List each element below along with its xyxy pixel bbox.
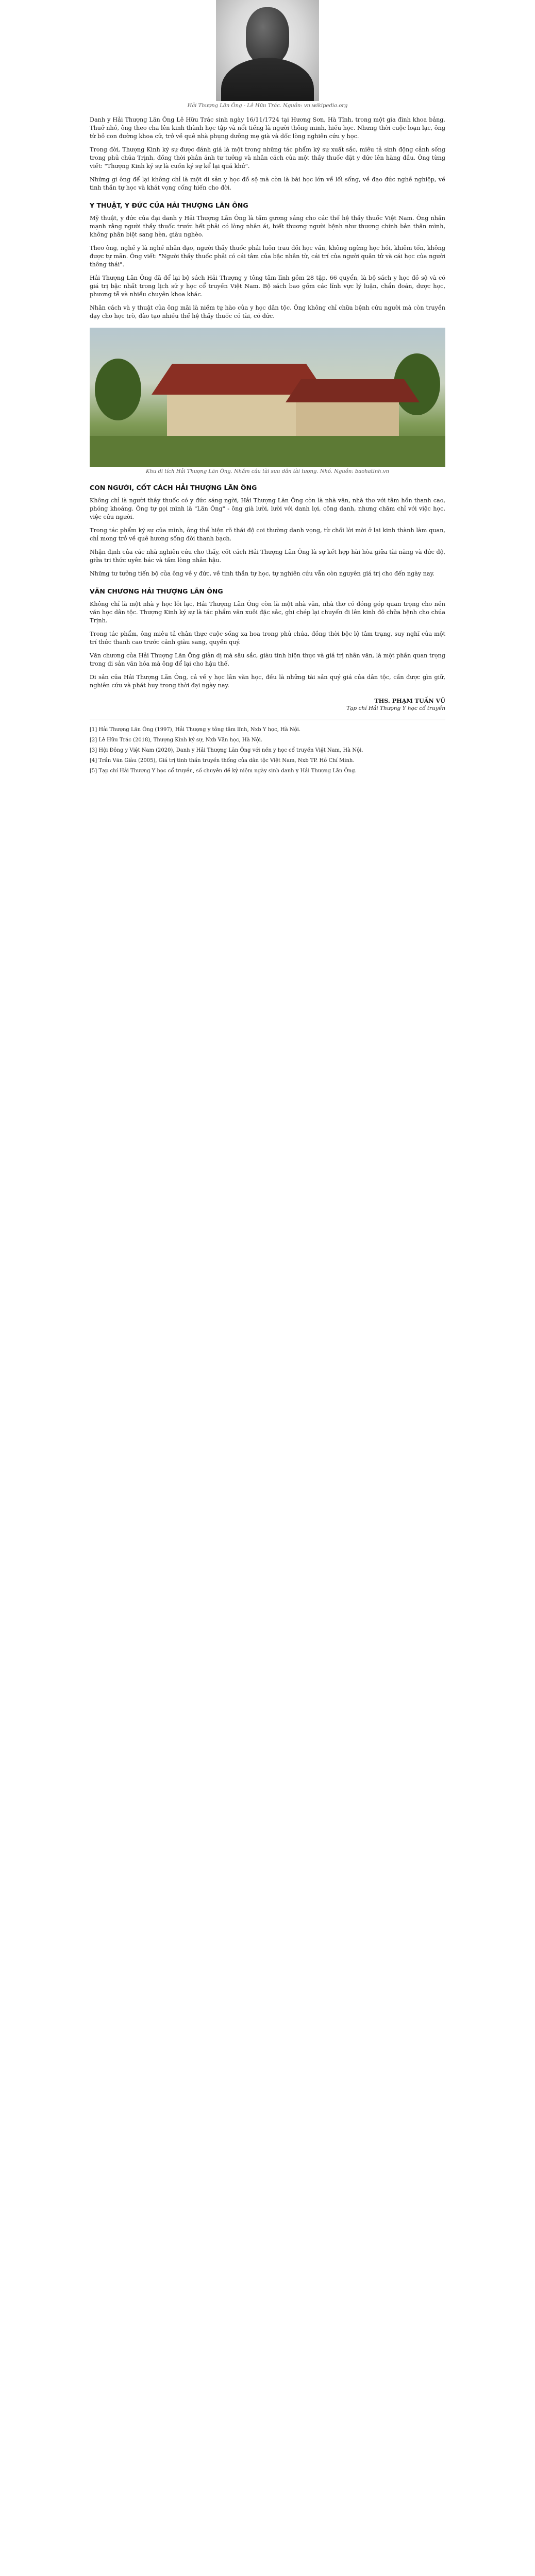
portrait-caption: Hải Thượng Lãn Ông - Lê Hữu Trác. Nguồn: vn.wikipedia.org — [187, 103, 348, 109]
ground — [90, 436, 445, 467]
section-con-nguoi — [90, 484, 445, 578]
reference-item: [3] Hội Đông y Việt Nam (2020), Danh y Hải Thượng Lãn Ông với nền y học cổ truyền Việt Nam, Hà Nội. — [90, 748, 363, 753]
intro — [90, 116, 445, 192]
portrait-head — [246, 7, 289, 64]
section-y-thuat — [90, 201, 445, 320]
section-paragraph: Nhận định của các nhà nghiên cứu cho thấy, cốt cách Hải Thượng Lãn Ông là sự kết hợp hài hòa giữa tài năng và đức độ, giữa tri thức uyên bác và tấm lòng nhân hậu. — [90, 549, 445, 564]
section-van-chuong — [90, 587, 445, 690]
portrait-image — [216, 0, 319, 101]
section-paragraph: Trong tác phẩm, ông miêu tả chân thực cuộc sống xa hoa trong phủ chúa, đồng thời bộc lộ tâm trạng, suy nghĩ của một trí thức thanh cao trước cảnh giàu sang, quyền quý. — [90, 631, 445, 646]
intro-paragraph: Những gì ông để lại không chỉ là một di sản y học đồ sộ mà còn là bài học lớn về lối sống, về đạo đức nghề nghiệp, về tinh thần tự học và khát vọng cống hiến cho đời. — [90, 176, 445, 191]
portrait-robe — [221, 58, 314, 101]
section-heading: CON NGƯỜI, CỐT CÁCH HẢI THƯỢNG LÃN ÔNG — [90, 484, 257, 492]
section-paragraph: Không chỉ là người thầy thuốc có y đức sáng ngời, Hải Thượng Lãn Ông còn là nhà văn, nhà thơ với tâm hồn thanh cao, phóng khoáng. Ông tự gọi mình là "Lãn Ông" - ông già lười, lười với danh lợi, công danh, nhưng chăm chỉ với việc học, việc cứu người. — [90, 497, 445, 520]
author-affiliation: Tạp chí Hải Thượng Y học cổ truyền — [346, 705, 445, 711]
intro-paragraph: Trong đời, Thượng Kinh ký sự được đánh giá là một trong những tác phẩm ký sự xuất sắc, miêu tả sinh động cảnh sống trong phủ chúa Trịnh, đồng thời phản ánh tư tưởng và nhân cách của một thầy thuốc đặt y đức lên hàng đầu. Ông từng viết: "Thượng Kinh ký sự là cuốn ký sự kể lại quá khứ". — [90, 146, 445, 170]
section-paragraph: Không chỉ là một nhà y học lỗi lạc, Hải Thượng Lãn Ông còn là một nhà văn, nhà thơ có đóng góp quan trọng cho nền văn học dân tộc. Thượng Kinh ký sự là tác phẩm văn xuôi đặc sắc, ghi chép lại chuyến đi lên kinh đô chữa bệnh cho chúa Trịnh. — [90, 601, 445, 624]
section-paragraph: Trong tác phẩm ký sự của mình, ông thể hiện rõ thái độ coi thường danh vọng, từ chối lời mời ở lại kinh thành làm quan, chỉ mong trở về quê hương sống đời thanh bạch. — [90, 527, 445, 542]
tree-shape — [95, 359, 141, 420]
landscape-image — [90, 328, 445, 467]
author-name: THS. PHẠM TUẤN VŨ — [374, 697, 445, 704]
section-heading: Y THUẬT, Y ĐỨC CỦA HẢI THƯỢNG LÃN ÔNG — [90, 201, 248, 209]
landscape-figure — [90, 328, 445, 474]
section-paragraph: Văn chương của Hải Thượng Lãn Ông giản dị mà sâu sắc, giàu tính hiện thực và giá trị nhân văn, là một phần quan trọng trong di sản văn hóa mà ông để lại cho hậu thế. — [90, 652, 445, 667]
section-paragraph: Hải Thượng Lãn Ông đã để lại bộ sách Hải Thượng y tông tâm lĩnh gồm 28 tập, 66 quyển, là bộ sách y học đồ sộ và có giá trị bậc nhất trong lịch sử y học cổ truyền Việt Nam. Bộ sách bao gồm các lĩnh vực lý luận, chẩn đoán, dược học, phương tễ và nhiều chuyên khoa khác. — [90, 275, 445, 298]
reference-item: [4] Trần Văn Giàu (2005), Giá trị tinh thần truyền thống của dân tộc Việt Nam, Nxb TP. Hồ Chí Minh. — [90, 758, 355, 764]
section-paragraph: Mỹ thuật, y đức của đại danh y Hải Thượng Lãn Ông là tấm gương sáng cho các thế hệ thầy thuốc Việt Nam. Ông nhấn mạnh rằng người thầy thuốc trước hết phải có lòng nhân ái, biết thương người bệnh như thương chính bản thân mình, không phân biệt sang hèn, giàu nghèo. — [90, 215, 445, 238]
section-paragraph: Di sản của Hải Thượng Lãn Ông, cả về y học lẫn văn học, đều là những tài sản quý giá của dân tộc, cần được gìn giữ, nghiên cứu và phát huy trong thời đại ngày nay. — [90, 674, 445, 689]
temple-wall — [167, 395, 301, 436]
article — [90, 0, 445, 778]
reference-item: [5] Tạp chí Hải Thượng Y học cổ truyền, số chuyên đề kỷ niệm ngày sinh danh y Hải Thượng Lãn Ông. — [90, 768, 357, 774]
landscape-caption: Khu di tích Hải Thượng Lãn Ông. Nhắm cầu tài sưu dân tài tượng. Nhó. Nguồn: baohatinh.vn — [146, 469, 389, 474]
section-paragraph: Những tư tưởng tiến bộ của ông về y đức, về tinh thần tự học, tự nghiên cứu vẫn còn nguyên giá trị cho đến ngày nay. — [90, 570, 435, 577]
section-heading: VĂN CHƯƠNG HẢI THƯỢNG LÃN ÔNG — [90, 587, 223, 595]
reference-item: [1] Hải Thượng Lãn Ông (1997), Hải Thượng y tông tâm lĩnh, Nxb Y học, Hà Nội. — [90, 727, 301, 733]
reference-item: [2] Lê Hữu Trác (2018), Thượng Kinh ký sự, Nxb Văn học, Hà Nội. — [90, 737, 262, 743]
section-paragraph: Theo ông, nghề y là nghề nhân đạo, người thầy thuốc phải luôn trau dồi học vấn, không ngừng học hỏi, khiêm tốn, không được tự mãn. Ông viết: "Người thầy thuốc phải có cái tâm của bậc nhân từ, cái trí của người quân tử và cái học của người thông thái". — [90, 245, 445, 268]
temple-roof — [286, 379, 420, 402]
intro-paragraph: Danh y Hải Thượng Lãn Ông Lê Hữu Trác sinh ngày 16/11/1724 tại Hương Sơn, Hà Tĩnh, trong một gia đình khoa bảng. Thuở nhỏ, ông theo cha lên kinh thành học tập và nổi tiếng là người thông minh, hiếu học. Nhưng thời cuộc loạn lạc, ông từ bỏ con đường khoa cử, trở về quê nhà phụng dưỡng mẹ già và dốc lòng nghiên cứu y học. — [90, 116, 445, 140]
temple-wall — [296, 402, 399, 438]
section-paragraph: Nhân cách và y thuật của ông mãi là niềm tự hào của y học dân tộc. Ông không chỉ chữa bệnh cứu người mà còn truyền dạy cho học trò, đào tạo nhiều thế hệ thầy thuốc có tài, có đức. — [90, 304, 445, 319]
portrait-figure — [90, 0, 445, 109]
references — [90, 726, 445, 775]
